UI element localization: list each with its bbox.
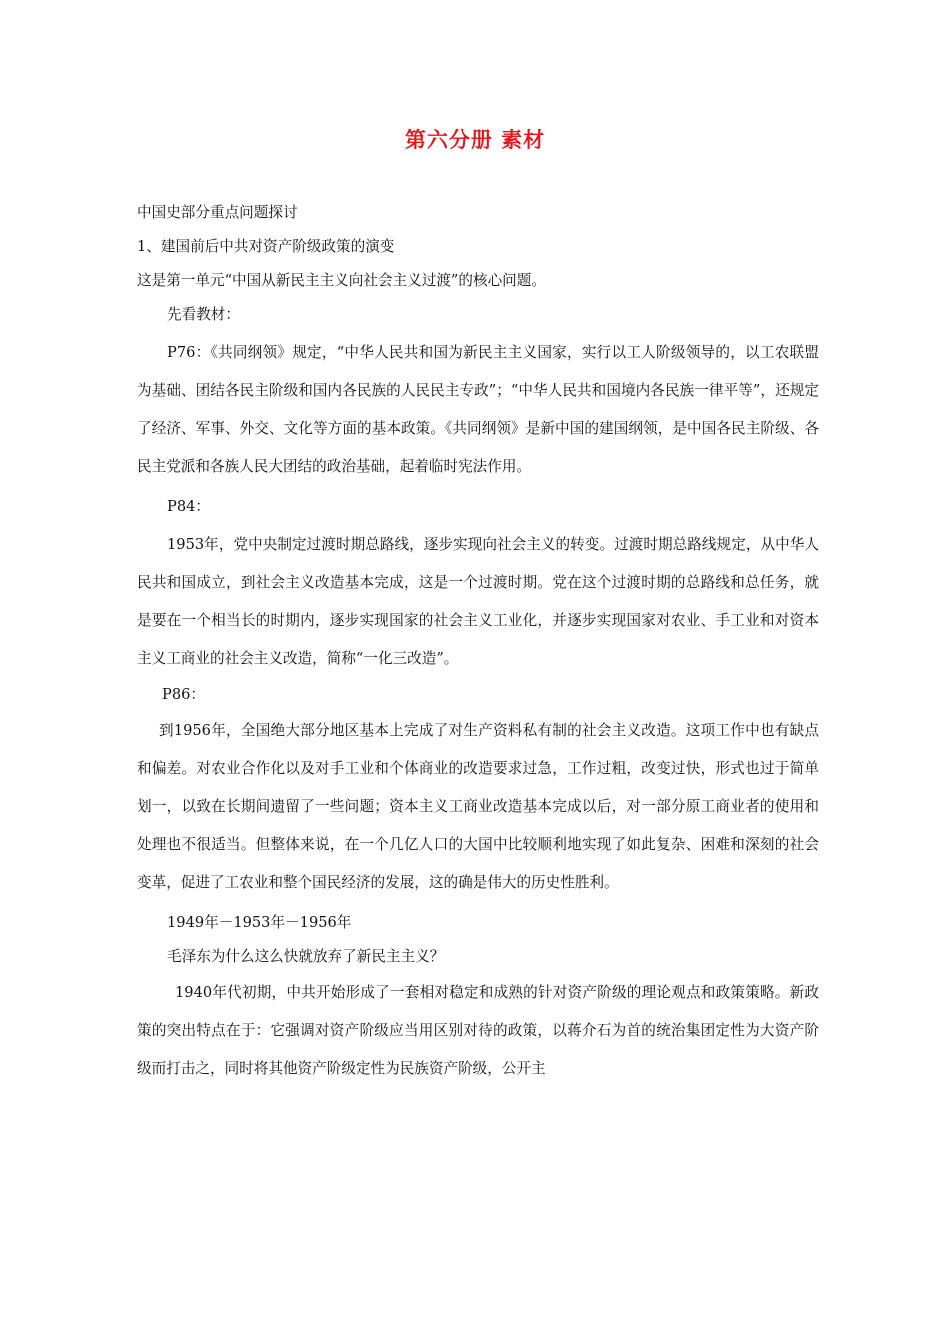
timeline-text: 1949年－1953年－1956年 (167, 914, 352, 931)
heading: 中国史部分重点问题探讨 (137, 204, 298, 221)
document-body (137, 196, 819, 1088)
paragraph-p86: 到1956年，全国绝大部分地区基本上完成了对生产资料私有制的社会主义改造。这项工作中也有缺点和偏差。对农业合作化以及对手工业和个体商业的改造要求过急，工作过粗，改变过快，形式也过于简单划一，以致在长期间遗留了一些问题；资本主义工商业改造基本完成以后，对一部分原工商业者的使用和处理也不很适当。但整体来说，在一个几亿人口的大国中比较顺利地实现了如此复杂、困难和深刻的社会变革，促进了工农业和整个国民经济的发展，这的确是伟大的历史性胜利。 (137, 722, 819, 891)
paragraph-p84: 1953年，党中央制定过渡时期总路线，逐步实现向社会主义的转变。过渡时期总路线规定，从中华人民共和国成立，到社会主义改造基本完成，这是一个过渡时期。党在这个过渡时期的总路线和总任务，就是要在一个相当长的时期内，逐步实现国家的社会主义工业化，并逐步实现国家对农业、手工业和对资本主义工商业的社会主义改造，简称“一化三改造”。 (137, 536, 819, 667)
p86-label: P86： (162, 686, 205, 703)
paragraph-p76: P76：《共同纲领》规定，“中华人民共和国为新民主主义国家，实行以工人阶级领导的，以工农联盟为基础、团结各民主阶级和国内各民族的人民民主专政”；“中华人民共和国境内各民族一律平等”，还规定了经济、军事、外交、文化等方面的基本政策。《共同纲领》是新中国的建国纲领，是中国各民主阶级、各民主党派和各族人民大团结的政治基础，起着临时宪法作用。 (137, 344, 819, 475)
question-text: 毛泽东为什么这么快就放弃了新民主主义？ (167, 948, 445, 965)
intro-text: 这是第一单元“中国从新民主主义向社会主义过渡”的核心问题。 (137, 272, 546, 289)
paragraph-1940: 1940年代初期，中共开始形成了一套相对稳定和成熟的针对资产阶级的理论观点和政策策略。新政策的突出特点在于：它强调对资产阶级应当用区别对待的政策，以蒋介石为首的统治集团定性为大资产阶级而打击之，同时将其他资产阶级定性为民族资产阶级，公开主 (137, 984, 819, 1077)
document-title: 第六分册 素材 (404, 127, 546, 152)
look-textbook-text: 先看教材： (167, 306, 240, 323)
section-heading: 1、建国前后中共对资产阶级政策的演变 (137, 238, 395, 255)
p84-label: P84： (167, 498, 210, 515)
